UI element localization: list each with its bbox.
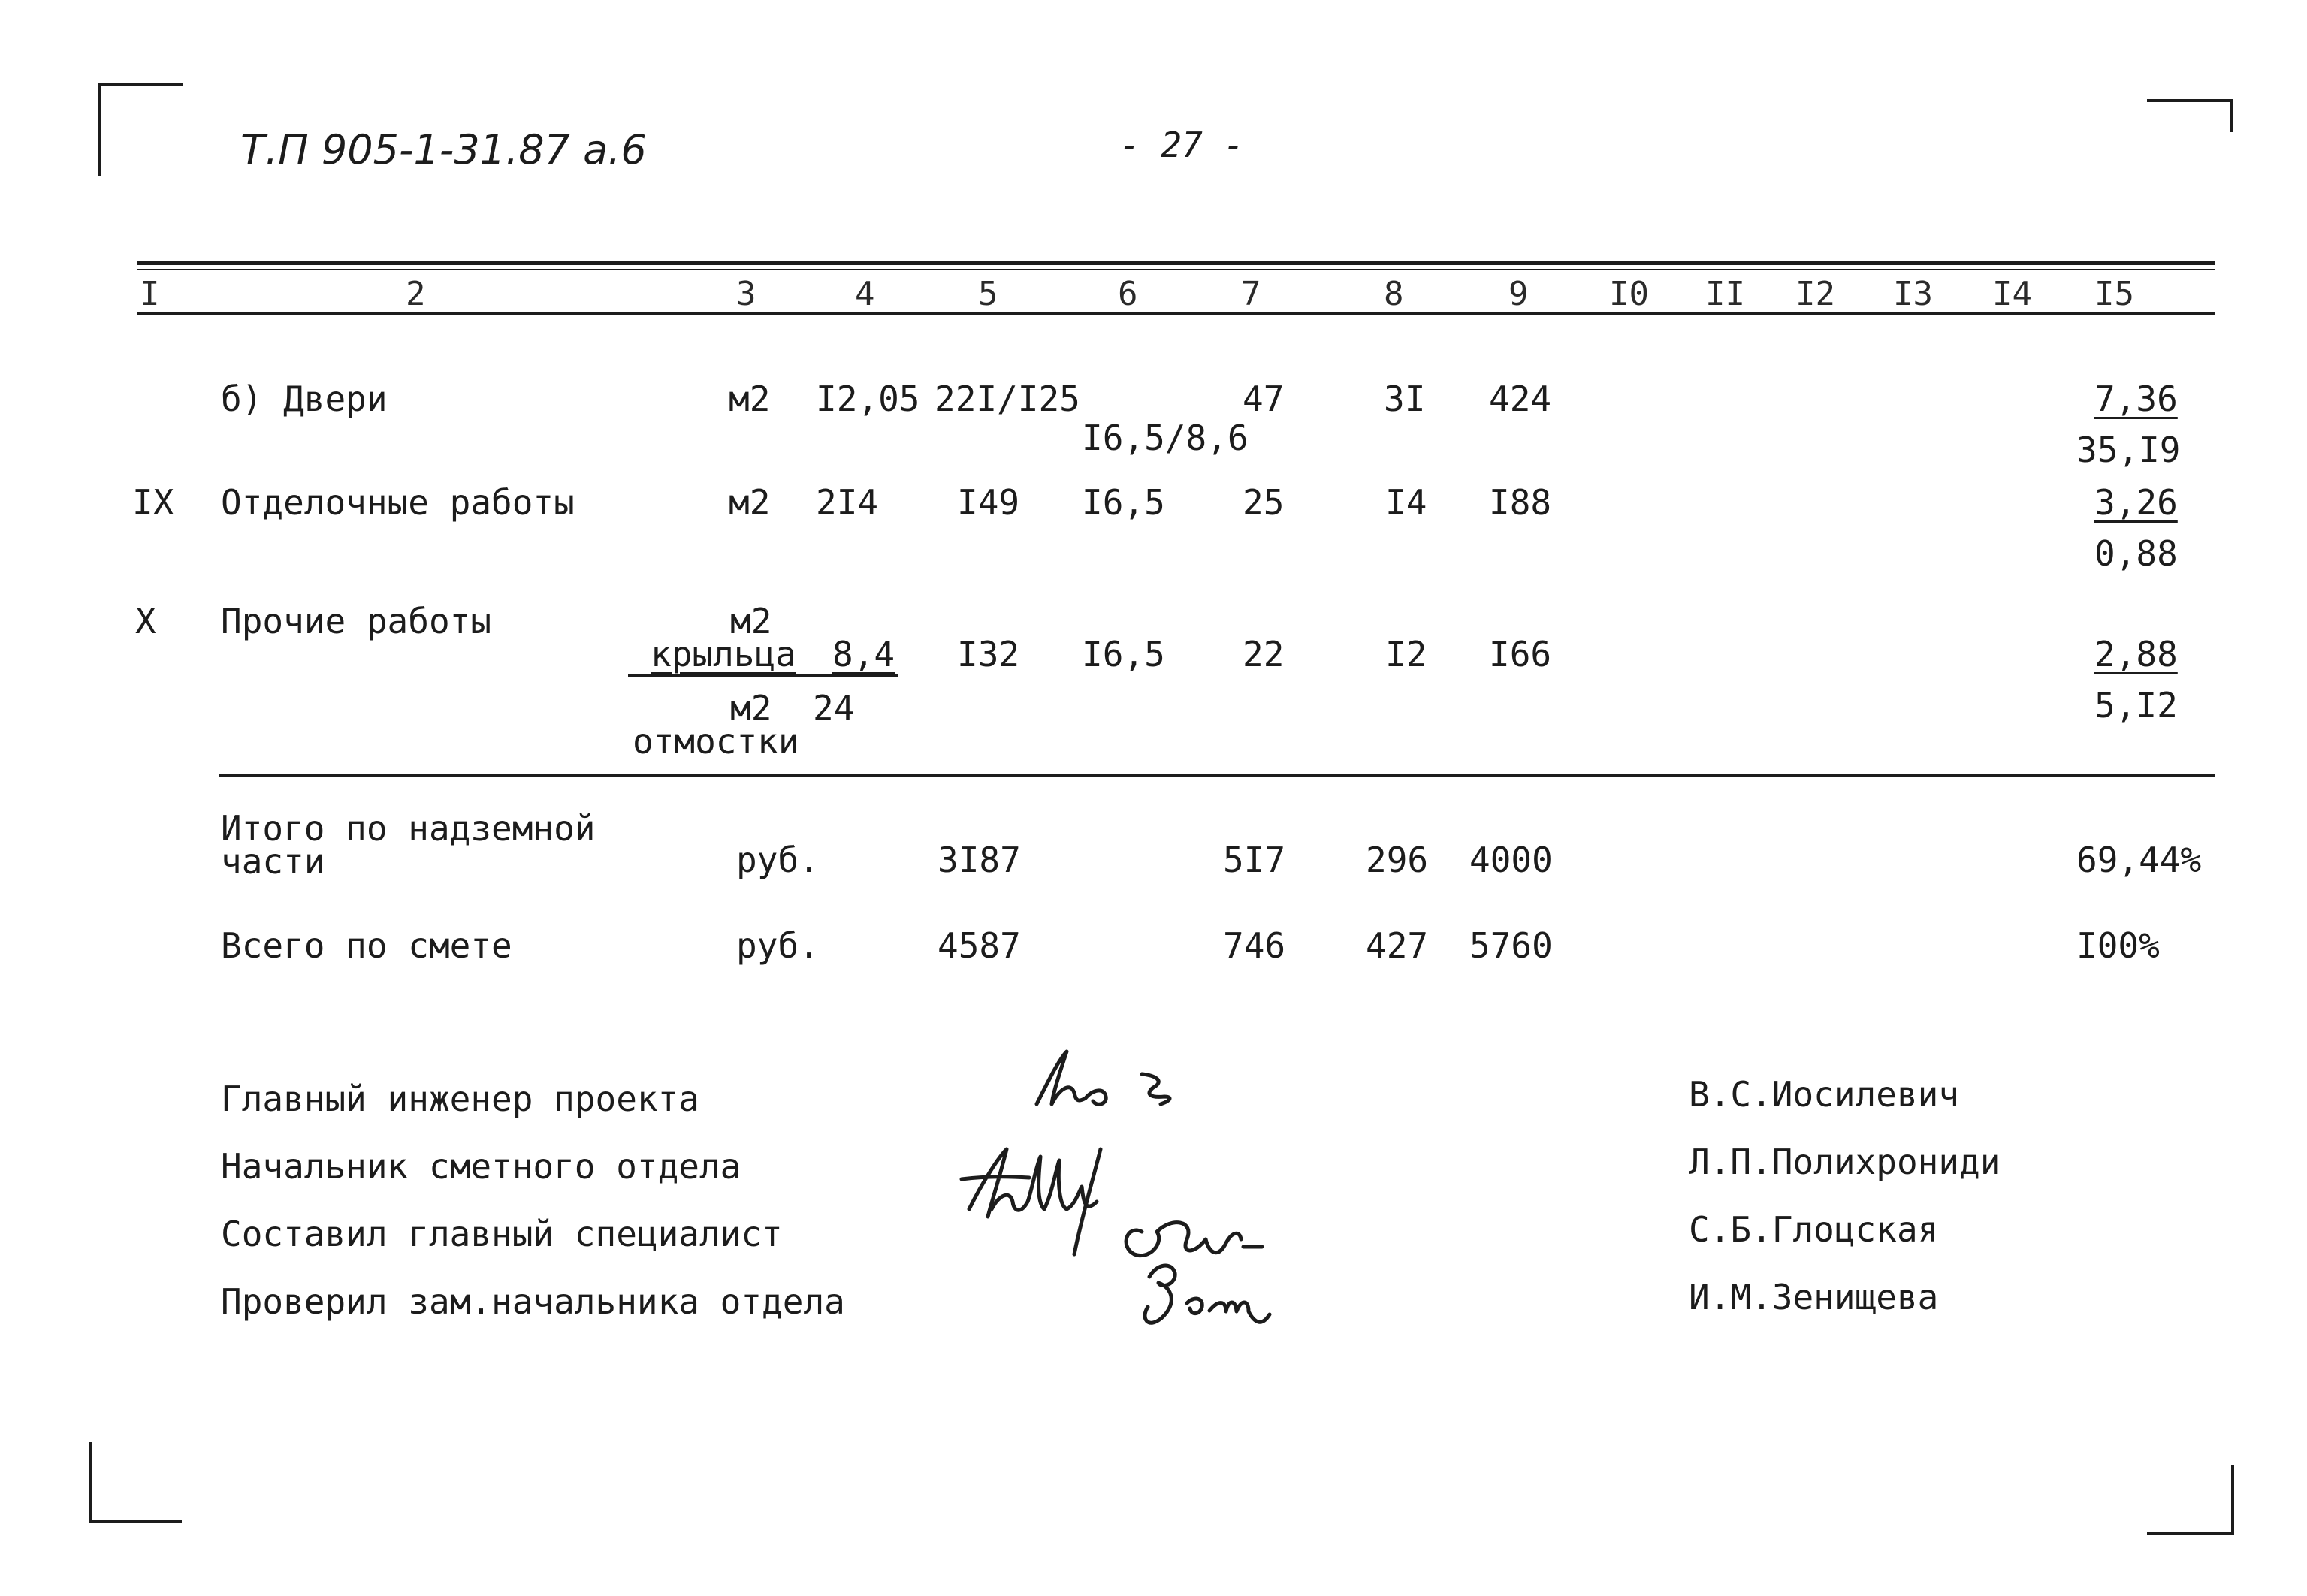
row-unit: м2 [729,482,771,523]
row-unit-top-label: крыльца [651,634,796,674]
signature-person: В.С.Иосилевич [1689,1074,1960,1115]
document-code: Т.П 905-1-31.87 а.6 [240,126,647,173]
column-number: I0 [1609,275,1649,313]
column-number: 2 [406,275,426,313]
total-col5: 4587 [938,925,1021,966]
signature-role: Проверил зам.начальника отдела [221,1281,845,1322]
total-name-line1: Итого по надземной [221,808,596,849]
signature-role: Главный инженер проекта [221,1079,699,1119]
table-top-rule-thin [137,269,2215,270]
page-number: - 27 - [1119,125,1245,165]
cell-col4: 2I4 [816,482,879,523]
column-number: 6 [1118,275,1138,313]
signature-person: Л.П.Полихрониди [1689,1142,2001,1182]
cell-col15-top: 3,26 [2094,482,2178,523]
total-col8: 296 [1366,840,1429,880]
row-name: б) Двери [221,379,388,419]
total-unit: руб. [736,925,820,966]
handwritten-signatures [947,1029,1397,1344]
row-name: Отделочные работы [221,482,575,523]
total-name-line2: части [221,841,325,882]
cell-col8: I2 [1385,634,1427,674]
row-unit-bottom: м2 [730,688,772,729]
total-col15: 69,44% [2076,840,2202,880]
total-col9: 5760 [1469,925,1553,966]
row-unit-bottom-label: отмостки [633,721,799,762]
total-unit: руб. [736,840,820,880]
column-number: 8 [1384,275,1404,313]
column-number: I4 [1992,275,2032,313]
cell-col4-top: 8,4 [832,634,895,674]
signature-person: С.Б.Глоцская [1689,1209,1939,1250]
cell-col9: I66 [1489,634,1552,674]
corner-mark-bottom-right [2147,1465,2234,1535]
total-name: Всего по смете [221,925,512,966]
cell-col8: 3I [1384,379,1426,419]
cell-col6: I6,5 [1082,634,1165,674]
unit-underline [628,674,898,677]
column-number: I [140,275,160,313]
column-number: II [1705,275,1745,313]
signature-role: Составил главный специалист [221,1214,783,1254]
column-number: 3 [736,275,756,313]
signature-person: И.М.Зенищева [1689,1277,1939,1317]
cell-col4: I2,05 [816,379,920,419]
cell-col7: 25 [1243,482,1285,523]
cell-col15-bottom: 0,88 [2094,533,2178,574]
cell-col15-bottom: 35,I9 [2076,430,2181,470]
cell-col6: I6,5/8,6 [1082,418,1249,458]
column-number: I3 [1893,275,1933,313]
total-col9: 4000 [1469,840,1553,880]
totals-rule [219,774,2215,777]
cell-col6: I6,5 [1082,482,1165,523]
cell-col5: 22I/I25 [935,379,1080,419]
total-col5: 3I87 [938,840,1021,880]
row-unit-top: м2 [730,601,772,641]
cell-col8: I4 [1385,482,1427,523]
signature-role: Начальник сметного отдела [221,1146,741,1187]
column-number: I5 [2094,275,2134,313]
corner-mark-top-left [98,83,183,176]
cell-col15-top: 2,88 [2094,634,2178,674]
column-number: 5 [978,275,998,313]
cell-col7: 47 [1243,379,1285,419]
column-number: I2 [1795,275,1835,313]
column-number: 9 [1508,275,1529,313]
cell-col5: I49 [957,482,1020,523]
total-col15: I00% [2076,925,2160,966]
cell-col15-bottom: 5,I2 [2094,685,2178,726]
row-unit: м2 [729,379,771,419]
row-index: X [135,601,156,641]
cell-col9: 424 [1489,379,1552,419]
column-number: 7 [1241,275,1261,313]
total-col7: 746 [1223,925,1286,966]
cell-col7: 22 [1243,634,1285,674]
cell-col4-bottom: 24 [813,688,855,729]
cell-col5: I32 [957,634,1020,674]
corner-mark-top-right [2147,99,2233,132]
total-col8: 427 [1366,925,1429,966]
cell-col9: I88 [1489,482,1552,523]
row-name: Прочие работы [221,601,492,641]
table-top-rule [137,261,2215,265]
total-col7: 5I7 [1223,840,1286,880]
corner-mark-bottom-left [89,1442,182,1523]
row-index: IX [132,482,174,523]
column-number: 4 [855,275,875,313]
cell-col15-top: 7,36 [2094,379,2178,419]
